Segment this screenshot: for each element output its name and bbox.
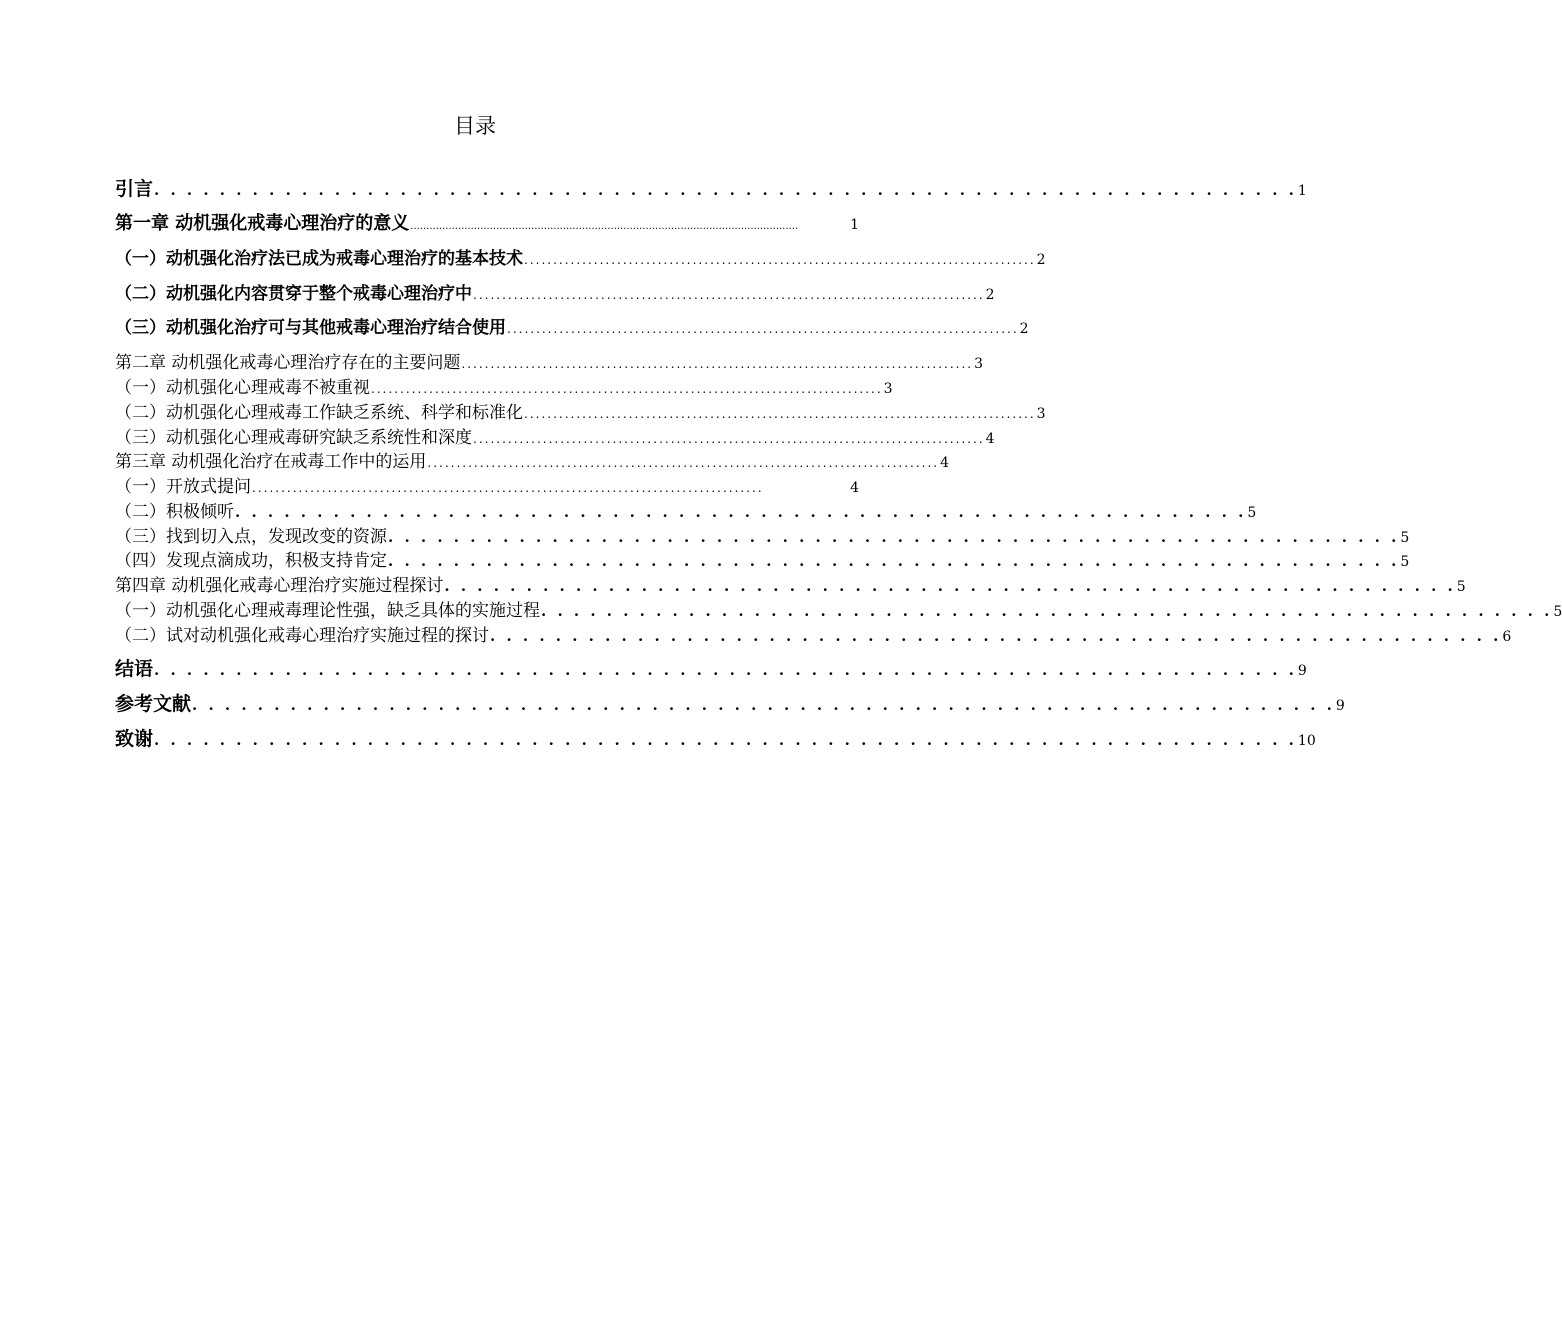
toc-entry-acknowledgements[interactable] — [115, 724, 1316, 751]
toc-title: 目录 — [454, 114, 496, 138]
toc-entry-label: （二）积极倾听 — [115, 502, 234, 522]
toc-entry-2-2[interactable] — [115, 398, 1046, 423]
toc-page-number: 5 — [1456, 579, 1466, 595]
toc-leader-dots: ........................................................................................ — [473, 432, 985, 446]
toc-leader-dots: . . . . . . . . . . . . . . . . . . . . . . . . . . . . . . . . . . . . . . . . . . . . . . . . . . . . . . . . . . . . . . — [388, 528, 1400, 546]
toc-entry-label: 第二章 动机强化戒毒心理治疗存在的主要问题 — [115, 353, 461, 373]
toc-entry-label: （一）动机强化心理戒毒理论性强，缺乏具体的实施过程 — [115, 601, 540, 621]
toc-entry-1-2[interactable] — [115, 279, 995, 304]
toc-entry-label: 致谢 — [115, 728, 154, 750]
toc-entry-label: （三）找到切入点，发现改变的资源 — [115, 527, 387, 547]
toc-entry-1-3[interactable] — [115, 313, 1029, 338]
toc-leader-dots: ........................................................................................ — [252, 481, 764, 495]
toc-entry-references[interactable] — [115, 689, 1345, 716]
toc-page-number: 5 — [1400, 554, 1410, 570]
toc-entry-label: （三）动机强化治疗可与其他戒毒心理治疗结合使用 — [115, 318, 506, 338]
toc-page-number: 9 — [1335, 698, 1345, 714]
toc-entry-label: （一）开放式提问 — [115, 477, 251, 497]
toc-leader-dots: ........................................................................................ — [461, 357, 974, 371]
toc-page-number: 5 — [1247, 505, 1257, 521]
toc-page-number: 5 — [1400, 530, 1410, 546]
toc-entry-3-1[interactable] — [115, 472, 859, 497]
toc-entry-label: （二）动机强化心理戒毒工作缺乏系统、科学和标准化 — [115, 403, 523, 423]
toc-entry-label: （二）动机强化内容贯穿于整个戒毒心理治疗中 — [115, 284, 472, 304]
toc-page-number: 3 — [883, 381, 893, 397]
toc-entry-3-3[interactable] — [115, 522, 1410, 547]
toc-entry-4-1[interactable] — [115, 596, 1562, 621]
toc-page-number: 1 — [850, 217, 859, 233]
toc-entry-label: （四）发现点滴成功，积极支持肯定 — [115, 551, 387, 571]
toc-entry-label: （三）动机强化心理戒毒研究缺乏系统性和深度 — [115, 428, 472, 448]
toc-page-number: 6 — [1502, 629, 1512, 645]
toc-leader-dots: ........................................................................................ — [524, 407, 1036, 421]
toc-entry-label: 第一章 动机强化戒毒心理治疗的意义 — [115, 213, 410, 234]
toc-leader-dots: ........................................................................................ — [524, 253, 1036, 267]
toc-page-number: 4 — [850, 480, 859, 496]
toc-entry-3-2[interactable] — [115, 497, 1257, 522]
toc-page-number: 9 — [1297, 663, 1307, 679]
toc-entry-label: 引言 — [115, 178, 154, 200]
toc-leader-dots: . . . . . . . . . . . . . . . . . . . . . . . . . . . . . . . . . . . . . . . . . . . . . . . . . . . . . . . . . . . . . . — [444, 577, 1456, 595]
toc-leader-dots: . . . . . . . . . . . . . . . . . . . . . . . . . . . . . . . . . . . . . . . . . . . . . . . . . . . . . . . . . . . . . . . . . . . . . . — [154, 731, 1297, 749]
toc-leader-dots: . . . . . . . . . . . . . . . . . . . . . . . . . . . . . . . . . . . . . . . . . . . . . . . . . . . . . . . . . . . . . . — [388, 552, 1400, 570]
toc-entry-label: 参考文献 — [115, 693, 192, 715]
toc-entry-conclusion[interactable] — [115, 654, 1307, 681]
toc-leader-dots: ........................................................................................ — [507, 322, 1019, 336]
toc-entry-2-1[interactable] — [115, 373, 893, 398]
toc-entry-introduction[interactable] — [115, 174, 1307, 201]
toc-page-number: 1 — [1297, 183, 1307, 199]
toc-entry-1-1[interactable] — [115, 244, 1046, 269]
toc-entry-chapter-2[interactable] — [115, 348, 983, 373]
toc-leader-dots: . . . . . . . . . . . . . . . . . . . . . . . . . . . . . . . . . . . . . . . . . . . . . . . . . . . . . . . . . . . . . . . . . . . . . . — [154, 181, 1297, 199]
toc-page-number: 2 — [1019, 321, 1029, 337]
toc-leader-dots: ........................................................................................ — [427, 456, 940, 470]
toc-entry-label: （一）动机强化心理戒毒不被重视 — [115, 378, 370, 398]
toc-leader-dots: . . . . . . . . . . . . . . . . . . . . . . . . . . . . . . . . . . . . . . . . . . . . . . . . . . . . . . . . . . . . . . — [490, 627, 1502, 645]
toc-page-number: 4 — [985, 431, 995, 447]
toc-entry-chapter-4[interactable] — [115, 571, 1466, 596]
toc-page-number: 5 — [1553, 604, 1562, 620]
toc-entry-label: 第四章 动机强化戒毒心理治疗实施过程探讨 — [115, 576, 444, 596]
toc-page-number: 4 — [940, 455, 949, 471]
toc-page-number: 3 — [1036, 406, 1046, 422]
toc-entry-4-2[interactable] — [115, 621, 1512, 646]
toc-entry-chapter-1[interactable] — [115, 209, 859, 235]
toc-leader-dots: . . . . . . . . . . . . . . . . . . . . . . . . . . . . . . . . . . . . . . . . . . . . . . . . . . . . . . . . . . . . . . . . . . . . . . — [192, 696, 1335, 714]
toc-leader-dots: .......................................................................................................................... — [410, 221, 799, 232]
toc-leader-dots: ........................................................................................ — [371, 382, 883, 396]
toc-page-number: 3 — [974, 356, 983, 372]
toc-leader-dots: . . . . . . . . . . . . . . . . . . . . . . . . . . . . . . . . . . . . . . . . . . . . . . . . . . . . . . . . . . . . . . . . . . . . . . — [154, 661, 1297, 679]
toc-leader-dots: ........................................................................................ — [473, 288, 985, 302]
toc-entry-label: 第三章 动机强化治疗在戒毒工作中的运用 — [115, 452, 427, 472]
toc-entry-chapter-3[interactable] — [115, 447, 949, 472]
toc-leader-dots: . . . . . . . . . . . . . . . . . . . . . . . . . . . . . . . . . . . . . . . . . . . . . . . . . . . . . . . . . . . . . . — [541, 602, 1553, 620]
toc-entry-label: 结语 — [115, 658, 154, 680]
toc-leader-dots: . . . . . . . . . . . . . . . . . . . . . . . . . . . . . . . . . . . . . . . . . . . . . . . . . . . . . . . . . . . . . . — [235, 503, 1247, 521]
toc-entry-2-3[interactable] — [115, 423, 995, 448]
toc-entry-label: （一）动机强化治疗法已成为戒毒心理治疗的基本技术 — [115, 249, 523, 269]
toc-entry-3-4[interactable] — [115, 546, 1410, 571]
toc-entry-label: （二）试对动机强化戒毒心理治疗实施过程的探讨 — [115, 626, 489, 646]
toc-page-number: 2 — [1036, 252, 1046, 268]
toc-page-number: 10 — [1297, 733, 1316, 749]
toc-page-number: 2 — [985, 287, 995, 303]
